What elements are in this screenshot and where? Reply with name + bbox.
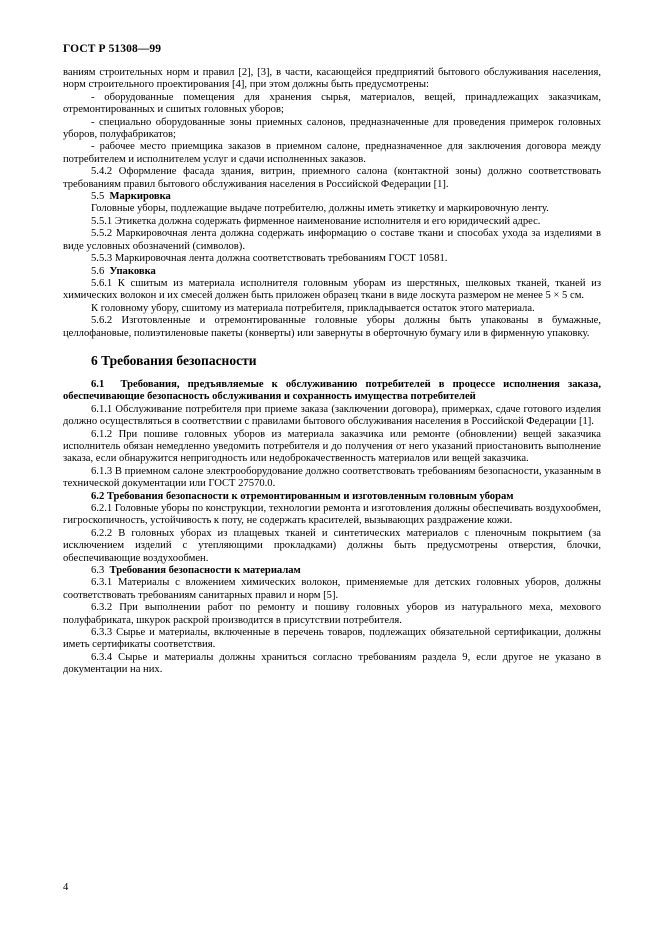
section-number: 6.3 [91, 565, 105, 577]
document-body [63, 67, 601, 677]
section-heading-6-3 [63, 565, 601, 577]
section-title: Упаковка [109, 265, 156, 277]
section-number: 5.6 [91, 265, 105, 277]
section-number: 5.5 [91, 191, 105, 203]
paragraph: 5.6.2 Изготовленные и отремонтированные головные уборы должны быть упакованы в бумажные, целлофановые, полиэтиленовые пакеты (конверты) или завернуты в оберточную бумагу или в фирменную упаковку. [63, 315, 601, 339]
paragraph: 5.5.1 Этикетка должна содержать фирменное наименование исполнителя и его юридический адрес. [91, 215, 541, 227]
section-title: Требования, предъявляемые к обслуживанию потребителей в процессе исполнения заказа, обеспечивающие безопасность обслуживания и сохранность имущества потребителей [63, 378, 601, 403]
paragraph: 6.1.1 Обслуживание потребителя при приеме заказа (заключении договора), примерках, сдаче готового изделия должно осуществляться в соответствии с правилами бытового обслуживания населения в Российской Федерации [1]. [63, 403, 601, 428]
paragraph: 6.1.2 При пошиве головных уборов из материала заказчика или ремонте (обновлении) вещей заказчика исполнитель обязан немедленно уведомить потребителя и до получения от него указаний приостановить выполнение заказа, если обнаружится непригодность или недоброкачественность материалов или вещей заказчика. [63, 428, 601, 465]
paragraph: 6.3.1 Материалы с вложением химических волокон, применяемые для детских головных уборов, должны соответствовать требованиям санитарных правил и норм [5]. [63, 577, 601, 601]
paragraph: Головные уборы, подлежащие выдаче потребителю, должны иметь этикетку и маркировочную ленту. [91, 203, 549, 215]
section-number: 6.1 [91, 378, 105, 390]
section-title: Требования безопасности к материалам [109, 565, 301, 577]
paragraph: ваниям строительных норм и правил [2], [3], в части, касающейся предприятий бытового обслуживания населения, норм строительного проектирования [4], при этом должны быть предусмотрены: [63, 67, 601, 91]
paragraph: 5.5.3 Маркировочная лента должна соответствовать требованиям ГОСТ 10581. [91, 253, 448, 265]
paragraph: 6.3.4 Сырье и материалы должны храниться согласно требованиям раздела 9, если другое не указано в документации на них. [63, 651, 601, 676]
paragraph: 5.4.2 Оформление фасада здания, витрин, приемного салона (контактной зоны) должно соответствовать требованиям правил бытового обслуживания населения в Российской Федерации [1]. [63, 166, 601, 190]
paragraph: 6.2.2 В головных уборах из плащевых тканей и синтетических материалов с пленочным покрытием (за исключением изделий с утепляющими прокладками) должны быть предусмотрены отверстия, блочки, обеспечивающие воздухообмен. [63, 527, 601, 564]
paragraph: К головному убору, сшитому из материала потребителя, прикладывается остаток этого материала. [91, 302, 535, 314]
list-item: - рабочее место приемщика заказов в приемном салоне, предназначенное для заключения договора между потребителем и исполнителем услуг и сдачи исполненных заказов. [63, 141, 601, 165]
paragraph: 6.2.1 Головные уборы по конструкции, технологии ремонта и изготовления должны обеспечивать воздухообмен, гигроскопичность, устойчивость к поту, не содержать красителей, вызывающих раздражение кожи. [63, 503, 601, 527]
section-heading-6-1 [63, 379, 601, 404]
section-heading-6-2: 6.2 Требования безопасности к отремонтированным и изготовленным головным уборам [91, 490, 514, 502]
document-header: ГОСТ Р 51308—99 [63, 43, 162, 55]
list-item: - специально оборудованные зоны приемных салонов, предназначенные для проведения примерок головных уборов, полуфабрикатов; [63, 116, 601, 141]
paragraph: 6.3.3 Сырье и материалы, включенные в перечень товаров, подлежащих обязательной сертификации, должны иметь сертификаты соответствия. [63, 627, 601, 651]
section-heading-5-6 [63, 266, 601, 278]
list-item: - оборудованные помещения для хранения сырья, материалов, вещей, принадлежащих заказчикам, отремонтированных и сшитых головных уборов; [63, 91, 601, 116]
paragraph: 6.1.3 В приемном салоне электрооборудование должно соответствовать требованиям безопасности, указанным в технической документации или ГОСТ 27570.0. [63, 465, 601, 490]
section-title: Маркировка [109, 191, 171, 203]
section-heading-5-5 [63, 191, 601, 203]
paragraph: 5.6.1 К сшитым из материала исполнителя головным уборам из шерстяных, шелковых тканей, тканей из химических волокон и их смесей должен быть приложен образец ткани в виде лоскута размером не менее 5 × 5 см. [63, 277, 601, 302]
paragraph: 6.3.2 При выполнении работ по ремонту и пошиву головных уборов из натурального меха, мехового полуфабриката, шкурок раскрой производится в присутствии потребителя. [63, 602, 601, 626]
paragraph: 5.5.2 Маркировочная лента должна содержать информацию о составе ткани и способах ухода за изделиями в виде условных обозначений (символов). [63, 228, 601, 252]
page-number: 4 [63, 882, 69, 893]
chapter-heading: 6 Требования безопасности [91, 352, 257, 368]
